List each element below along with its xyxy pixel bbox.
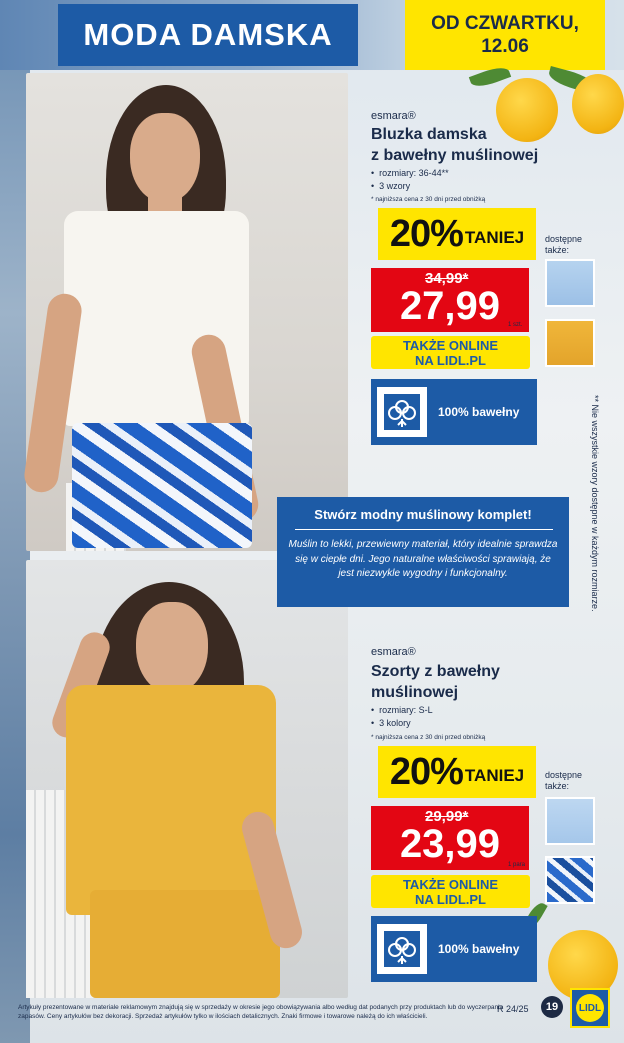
- online-link[interactable]: [371, 336, 530, 369]
- product-photo-blouse: [26, 73, 348, 551]
- brand-name: esmara®: [371, 110, 416, 122]
- lemon-icon: [496, 78, 558, 142]
- material-badge: [371, 379, 537, 445]
- variant-swatch-yellow[interactable]: [545, 319, 595, 367]
- promo-divider: [295, 529, 553, 530]
- product-name-line-1: Szorty z bawełny: [371, 663, 500, 680]
- model-face: [136, 602, 208, 694]
- variants-bullet: • 3 kolory: [371, 718, 411, 728]
- lidl-logo[interactable]: [570, 988, 610, 1028]
- yellow-shorts: [90, 890, 280, 998]
- promo-body: Muślin to lekki, przewiewny materiał, który idealnie sprawdza się w ciepłe dni. Jego naturalne właściwości sprawiają, że jest niezwykle wygodny i funkcjonalny.: [288, 539, 558, 579]
- yellow-shirt: [66, 685, 276, 915]
- available-also-label: dostępne także:: [545, 234, 583, 255]
- online-link[interactable]: [371, 875, 530, 908]
- product-photo-shorts: [26, 560, 348, 998]
- new-price: 27,99: [399, 284, 501, 328]
- section-title: MODA DAMSKA: [58, 4, 358, 66]
- product-name-line-2: muślinowej: [371, 684, 459, 701]
- date-line-1: OD CZWARTKU,: [431, 13, 579, 34]
- price-unit: 1 para: [508, 862, 526, 868]
- discount-badge: [378, 746, 536, 798]
- variant-swatch-blue[interactable]: [545, 259, 595, 307]
- variants-bullet: • 3 wzory: [371, 181, 411, 191]
- promo-title: Stwórz modny muślinowy komplet!: [314, 507, 532, 522]
- page-code: R 24/25: [497, 1004, 529, 1014]
- variant-swatch-blue-print[interactable]: [545, 856, 595, 904]
- old-price: 29,99*: [425, 808, 469, 825]
- lowest-price-note: * najniższa cena z 30 dni przed obniżką: [371, 196, 486, 203]
- footer-disclaimer: Artykuły prezentowane w materiale reklamowym znajdują się w sprzedaży w okresie jego obowiązywania albo według dat podanych przy produktach lub do wyczerpania zapasów. Ceny artykułów bez dekoracji. Sprzedaż artykułów tylko w ilościach detalicznych. Znaki firmowe i towarowe należą do ich właścicieli.: [18, 1004, 504, 1020]
- cotton-flower-icon: [377, 924, 427, 974]
- online-line-1: TAKŻE ONLINE: [402, 876, 499, 892]
- old-price: 34,99*: [425, 270, 469, 287]
- blue-print-shorts: [72, 423, 252, 548]
- cotton-flower-icon: [377, 387, 427, 437]
- lemon-icon: [572, 74, 624, 134]
- discount-percent: 20%: [389, 212, 463, 255]
- discount-badge: [378, 208, 536, 260]
- model-face: [130, 113, 200, 203]
- material-text: 100% bawełny: [438, 942, 520, 956]
- date-line-2: 12.06: [481, 36, 529, 57]
- discount-word: TANIEJ: [464, 766, 525, 785]
- price-unit: 1 szt.: [508, 322, 523, 328]
- online-line-1: TAKŻE ONLINE: [402, 337, 499, 353]
- sizes-bullet: • rozmiary: S-L: [371, 705, 433, 715]
- sizes-bullet: • rozmiary: 36-44**: [371, 168, 449, 178]
- discount-percent: 20%: [389, 750, 463, 793]
- price-box: [371, 268, 529, 332]
- lowest-price-note: * najniższa cena z 30 dni przed obniżką: [371, 734, 486, 741]
- new-price: 23,99: [399, 822, 501, 866]
- material-badge: [371, 916, 537, 982]
- page-number: 19: [541, 996, 563, 1018]
- brand-name: esmara®: [371, 646, 416, 658]
- date-badge: [405, 0, 605, 70]
- product-name-line-2: z bawełny muślinowej: [371, 147, 539, 164]
- price-box: [371, 806, 529, 870]
- online-line-2: NA LIDL.PL: [414, 352, 486, 368]
- product-name-line-1: Bluzka damska: [371, 126, 487, 143]
- variant-swatch-light-blue[interactable]: [545, 797, 595, 845]
- available-also-label: dostępne także:: [545, 770, 583, 791]
- promo-box: [277, 497, 569, 607]
- material-text: 100% bawełny: [438, 405, 520, 419]
- lidl-logo-text: LIDL: [576, 994, 604, 1022]
- side-note: ** Nie wszystkie wzory dostępne w każdym rozmiarze.: [590, 395, 600, 612]
- discount-word: TANIEJ: [464, 228, 525, 247]
- online-line-2: NA LIDL.PL: [414, 891, 486, 907]
